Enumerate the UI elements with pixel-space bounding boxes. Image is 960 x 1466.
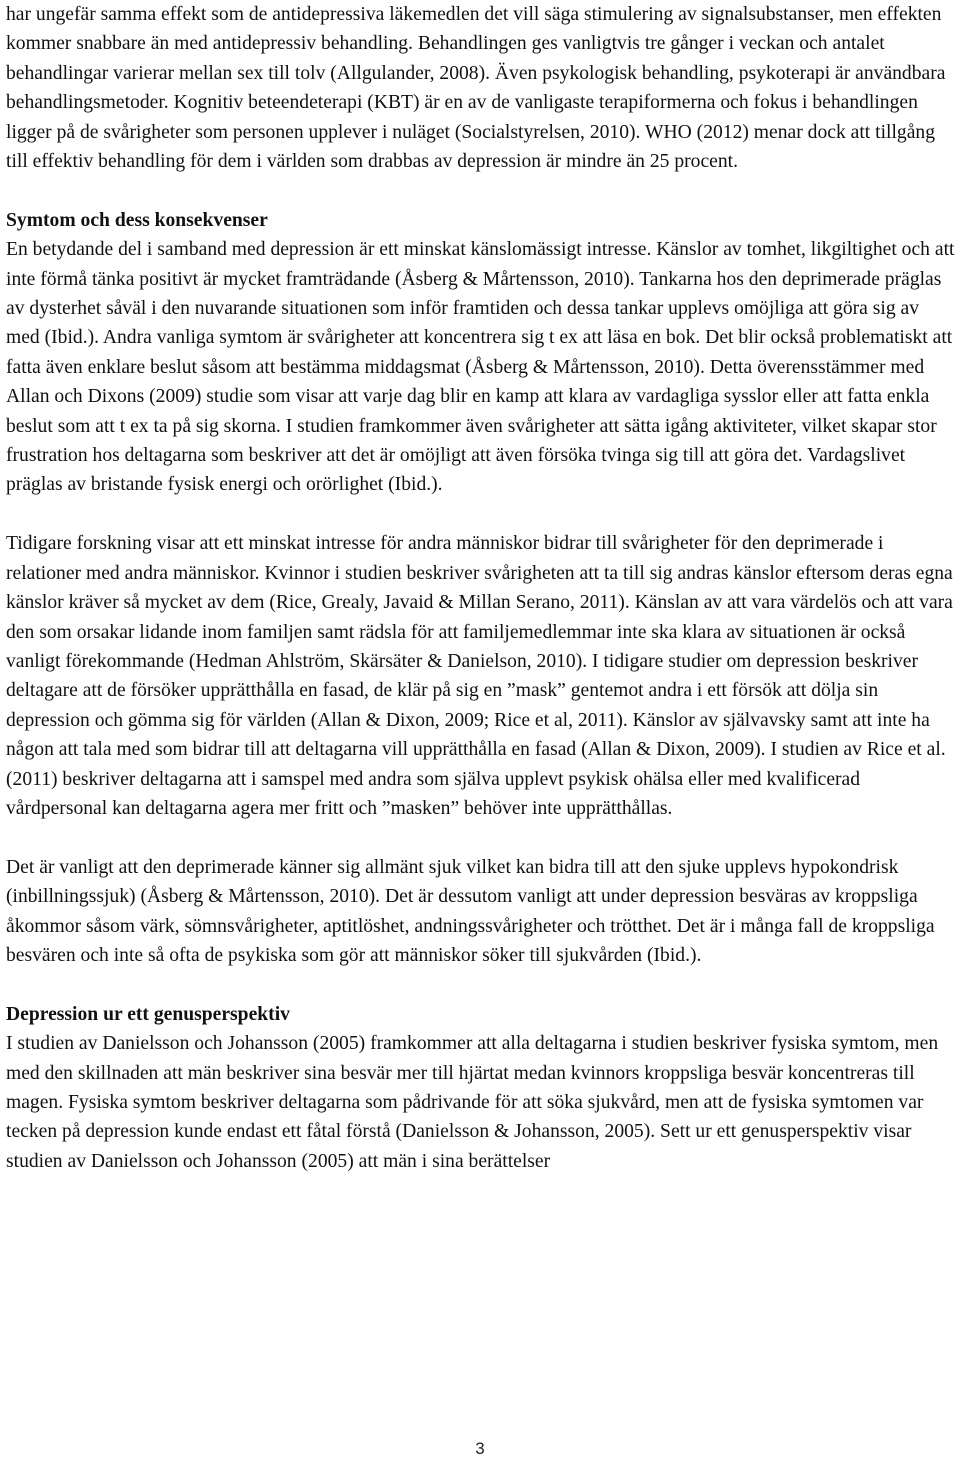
paragraph-gap — [6, 176, 956, 205]
paragraph-gap — [6, 500, 956, 529]
page-number: 3 — [475, 1439, 485, 1458]
paragraph-treatment: har ungefär samma effekt som de antidepressiva läkemedlen det vill säga stimulering av signalsubstanser, men effekten kommer snabbare än med antidepressiv behandling. Behandlingen ges vanligtvis tre gånger i veckan och antalet behandlingar varierar mellan sex till tolv (Allgulander, 2008). Även psykologisk behandling, psykoterapi är användbara behandlingsmetoder. Kognitiv beteendeterapi (KBT) är en av de vanligaste terapiformerna och fokus i behandlingen ligger på de svårigheter som personen upplever i nuläget (Socialstyrelsen, 2010). WHO (2012) menar dock att tillgång till effektiv behandling för dem i världen som drabbas av depression är mindre än 25 procent. — [6, 4, 946, 173]
paragraph-gap — [6, 823, 956, 852]
heading-symptoms: Symtom och dess konsekvenser — [6, 209, 268, 231]
heading-gender: Depression ur ett genusperspektiv — [6, 1003, 290, 1025]
paragraph-gender: I studien av Danielsson och Johansson (2005) framkommer att alla deltagarna i studien beskriver fysiska symtom, men med den skillnaden att män beskriver sina besvär mer till hjärtat medan kvinnors kroppsliga besvär koncentreras till magen. Fysiska symtom beskriver deltagarna som pådrivande för att söka sjukvård, men att de fysiska symtomen var tecken på depression kunde endast ett fåtal förstå (Danielsson & Johansson, 2005). Sett ur ett genusperspektiv visar studien av Danielsson och Johansson (2005) att män i sina berättelser — [6, 1033, 939, 1172]
paragraph-symptoms: En betydande del i samband med depression är ett minskat känslomässigt intresse. Känslor av tomhet, likgiltighet och att inte förmå tänka positivt är mycket framträdande (Åsberg & Mårtensson, 2010). Tankarna hos den deprimerade präglas av dysterhet såväl i den nuvarande situationen som inför framtiden och dessa tankar upplevs omöjliga att göra sig av med (Ibid.). Andra vanliga symtom är svårigheter att koncentrera sig t ex att läsa en bok. Det blir också problematiskt att fatta även enklare beslut såsom att bestämma middagsmat (Åsberg & Mårtensson, 2010). Detta överensstämmer med Allan och Dixons (2009) studie som visar att varje dag blir en kamp att klara av vardagliga sysslor eller att fatta enkla beslut som att t ex ta på sig skorna. I studien framkommer även svårigheter att sätta igång aktiviteter, vilket skapar stor frustration hos deltagarna som beskriver att det är omöjligt att även försöka tvinga sig till att göra det. Vardagslivet präglas av bristande fysisk energi och orörlighet (Ibid.). — [6, 239, 955, 496]
paragraph-gap — [6, 970, 956, 999]
document-page — [6, 0, 956, 1176]
paragraph-somatic: Det är vanligt att den deprimerade känner sig allmänt sjuk vilket kan bidra till att den sjuke upplevs hypokondrisk (inbillningssjuk) (Åsberg & Mårtensson, 2010). Det är dessutom vanligt att under depression besväras av kroppsliga åkommor såsom värk, sömnsvårigheter, aptitlöshet, andningssvårigheter och trötthet. Det är i många fall de kroppsliga besvären och inte så ofta de psykiska som gör att människor söker till sjukvården (Ibid.). — [6, 856, 935, 966]
paragraph-relations: Tidigare forskning visar att ett minskat intresse för andra människor bidrar till svårigheter för den deprimerade i relationer med andra människor. Kvinnor i studien beskriver svårigheten att ta till sig andras känslor eftersom deras egna känslor kräver så mycket av dem (Rice, Grealy, Javaid & Millan Serano, 2011). Känslan av att vara värdelös och att vara den som orsakar lidande inom familjen samt rädsla för att familjemedlemmar inte ska klara av situationen är också vanligt förekommande (Hedman Ahlström, Skärsäter & Danielson, 2010). I tidigare studier om depression beskriver deltagare att de försöker upprätthålla en fasad, de klär på sig en ”mask” gentemot andra i ett försök att dölja sin depression och gömma sig för världen (Allan & Dixon, 2009; Rice et al, 2011). Känslor av självavsky samt att inte ha någon att tala med som bidrar till att deltagarna vill upprätthålla en fasad (Allan & Dixon, 2009). I studien av Rice et al. (2011) beskriver deltagarna att i samspel med andra som själva upplevt psykisk ohälsa eller med kvalificerad vårdpersonal kan deltagarna agera mer fritt och ”masken” behöver inte upprätthållas. — [6, 533, 953, 819]
